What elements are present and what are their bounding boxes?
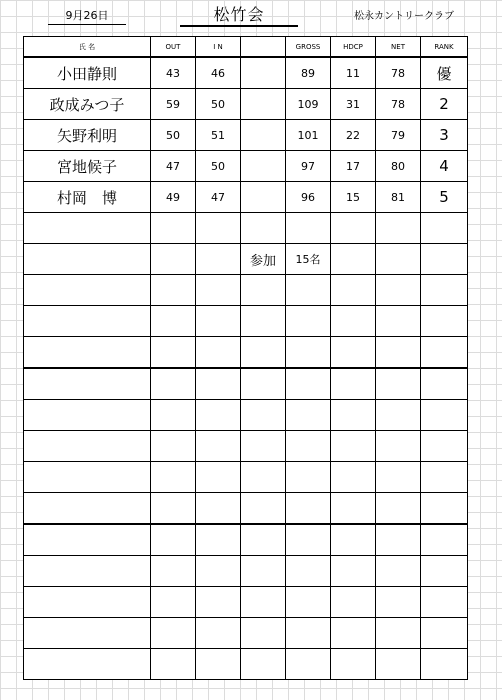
out-score-cell: 59 xyxy=(151,89,196,120)
column-header-net: NET xyxy=(376,37,421,58)
column-header-in: I N xyxy=(196,37,241,58)
out-score-cell: 50 xyxy=(151,120,196,151)
in-score-cell: 47 xyxy=(196,182,241,213)
player-name-cell: 村岡 博 xyxy=(24,182,151,213)
column-header-gross: GROSS xyxy=(286,37,331,58)
net-score-cell: 78 xyxy=(376,89,421,120)
empty-row xyxy=(24,618,468,649)
hdcp-cell: 17 xyxy=(331,151,376,182)
table-row xyxy=(24,57,468,89)
empty-row xyxy=(24,306,468,337)
empty-row xyxy=(24,462,468,493)
club-name: 松永カントリークラブ xyxy=(354,11,454,22)
blank-cell xyxy=(241,182,286,213)
participants-count: 15名 xyxy=(286,244,331,275)
event-date: 9月26日 xyxy=(48,8,126,25)
empty-row xyxy=(24,213,468,244)
out-score-cell: 49 xyxy=(151,182,196,213)
empty-row xyxy=(24,368,468,400)
net-score-cell: 81 xyxy=(376,182,421,213)
column-header-rank: RANK xyxy=(421,37,468,58)
gross-score-cell: 97 xyxy=(286,151,331,182)
column-header-name: 氏 名 xyxy=(24,37,151,58)
empty-row xyxy=(24,493,468,525)
player-name-cell: 小田静則 xyxy=(24,57,151,89)
hdcp-cell: 22 xyxy=(331,120,376,151)
gross-score-cell: 96 xyxy=(286,182,331,213)
blank-cell xyxy=(241,151,286,182)
out-score-cell: 47 xyxy=(151,151,196,182)
blank-cell xyxy=(241,120,286,151)
table-row xyxy=(24,182,468,213)
empty-row xyxy=(24,524,468,556)
column-header-out: OUT xyxy=(151,37,196,58)
empty-row xyxy=(24,431,468,462)
score-table xyxy=(23,36,468,680)
participants-label: 参加 xyxy=(241,244,286,275)
in-score-cell: 50 xyxy=(196,151,241,182)
in-score-cell: 51 xyxy=(196,120,241,151)
rank-cell: 4 xyxy=(421,151,468,182)
participants-row xyxy=(24,244,468,275)
empty-row xyxy=(24,587,468,618)
out-score-cell: 43 xyxy=(151,57,196,89)
net-score-cell: 79 xyxy=(376,120,421,151)
blank-cell xyxy=(241,57,286,89)
column-header-blank xyxy=(241,37,286,58)
in-score-cell: 46 xyxy=(196,57,241,89)
rank-cell: 2 xyxy=(421,89,468,120)
table-header-row xyxy=(24,37,468,58)
hdcp-cell: 11 xyxy=(331,57,376,89)
empty-row xyxy=(24,275,468,306)
gross-score-cell: 101 xyxy=(286,120,331,151)
table-row xyxy=(24,151,468,182)
empty-row xyxy=(24,400,468,431)
gross-score-cell: 89 xyxy=(286,57,331,89)
table-row xyxy=(24,89,468,120)
event-title: 松竹会 xyxy=(180,5,298,27)
rank-cell: 3 xyxy=(421,120,468,151)
rank-cell: 優 xyxy=(421,57,468,89)
table-row xyxy=(24,120,468,151)
hdcp-cell: 31 xyxy=(331,89,376,120)
net-score-cell: 80 xyxy=(376,151,421,182)
player-name-cell: 政成みつ子 xyxy=(24,89,151,120)
empty-row xyxy=(24,556,468,587)
in-score-cell: 50 xyxy=(196,89,241,120)
empty-row xyxy=(24,649,468,680)
hdcp-cell: 15 xyxy=(331,182,376,213)
player-name-cell: 矢野利明 xyxy=(24,120,151,151)
player-name-cell: 宮地候子 xyxy=(24,151,151,182)
gross-score-cell: 109 xyxy=(286,89,331,120)
rank-cell: 5 xyxy=(421,182,468,213)
empty-row xyxy=(24,337,468,369)
blank-cell xyxy=(241,89,286,120)
column-header-hdcp: HDCP xyxy=(331,37,376,58)
net-score-cell: 78 xyxy=(376,57,421,89)
